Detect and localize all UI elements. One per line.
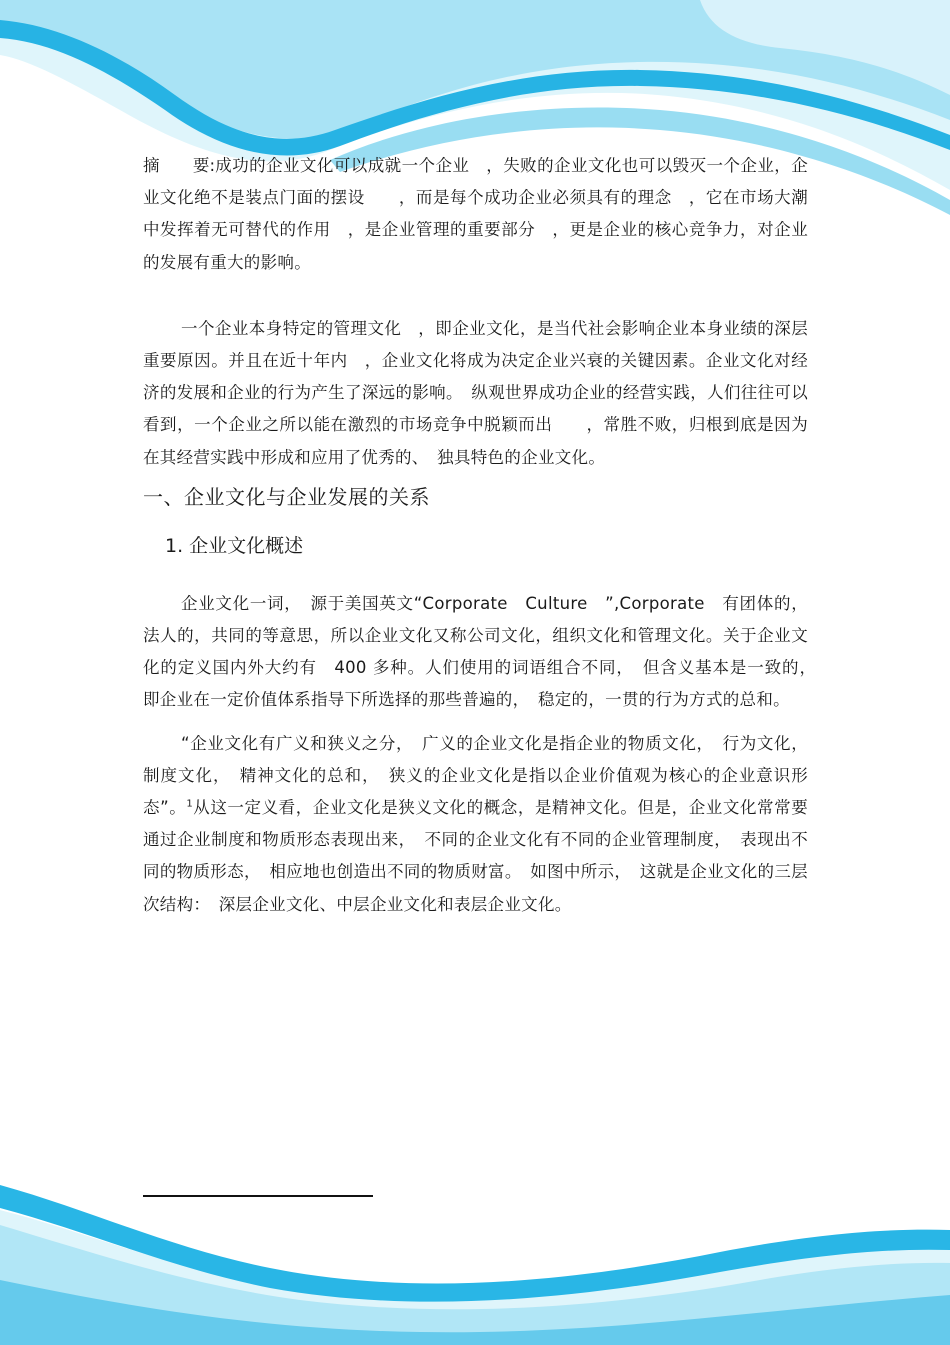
abstract-paragraph bbox=[143, 150, 808, 279]
quote-text: “企业文化有广义和狭义之分， 广义的企业文化是指企业的物质文化， 行为文化，制度文化， 精神文化的总和， 狭义的企业文化是指以企业价值观为核心的企业意识形态”。 bbox=[143, 733, 808, 818]
section-heading: 一、企业文化与企业发展的关系 bbox=[143, 484, 430, 509]
definition-paragraph: 企业文化一词， 源于美国英文“Corporate Culture ”,Corporate 有团体的，法人的，共同的等意思，所以企业文化又称公司文化，组织文化和管理文化。关于企业文化的定义国内外大约有 400 多种。人们使用的词语组合不同， 但含义基本是一致的， 即企业在一定价值体系指导下所选择的那些普遍的， 稳定的，一贯的行为方式的总和。 bbox=[143, 593, 825, 710]
quote-paragraph bbox=[143, 728, 808, 921]
abstract-label: 摘 要: bbox=[143, 156, 216, 175]
abstract-text: 成功的企业文化可以成就一个企业 ，失败的企业文化也可以毁灭一个企业，企业文化绝不是装点门面的摆设 ，而是每个成功企业必须具有的理念 ，它在市场大潮中发挥着无可替代的作用 ，是企业管理的重要部分 ，更是企业的核心竞争力，对企业的发展有重大的影响。 bbox=[143, 156, 809, 272]
subsection-heading: 1. 企业文化概述 bbox=[165, 534, 304, 557]
quote-continuation: 从这一定义看，企业文化是狭义文化的概念，是精神文化。但是，企业文化常常要通过企业制度和物质形态表现出来， 不同的企业文化有不同的企业管理制度， 表现出不同的物质形态， 相应地也创造出不同的物质财富。 如图中所示， 这就是企业文化的三层次结构： 深层企业文化、中层企业文化和表层企业文化。 bbox=[143, 798, 808, 914]
intro-paragraph: 一个企业本身特定的管理文化 ，即企业文化，是当代社会影响企业本身业绩的深层重要原因。并且在近十年内 ，企业文化将成为决定企业兴衰的关键因素。企业文化对经济的发展和企业的行为产生了深远的影响。 纵观世界成功企业的经营实践，人们往往可以看到，一个企业之所以能在激烈的市场竞争中脱颖而出 ，常胜不败，归根到底是因为在其经营实践中形成和应用了优秀的、 独具特色的企业文化。 bbox=[143, 318, 808, 467]
footnote-marker: 1 bbox=[186, 798, 193, 810]
footnote-divider bbox=[143, 1195, 373, 1197]
document-body bbox=[143, 150, 825, 921]
